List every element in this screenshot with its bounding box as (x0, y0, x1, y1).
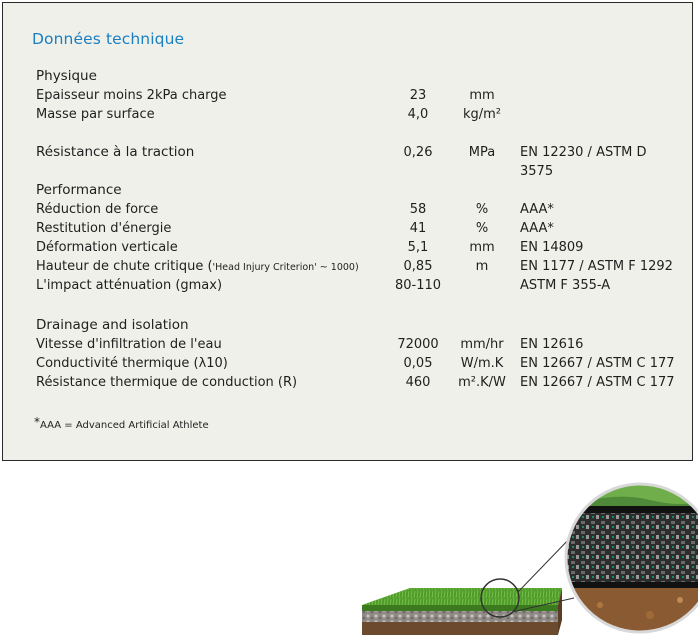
spec-row: Epaisseur moins 2kPa charge 23 mm (36, 88, 495, 103)
spec-row: L'impact atténuation (gmax) 80-110 ASTM F 355-A (36, 278, 611, 293)
panel-title: Données technique (32, 30, 185, 48)
spec-row: Conductivité thermique (λ10) 0,05 W/m.K EN 12667 / ASTM C 177 (36, 356, 675, 371)
spec-row: Restitution d'énergie 41 % AAA* (36, 221, 554, 236)
turf-block (362, 588, 562, 635)
spec-row: Vitesse d'infiltration de l'eau 72000 mm/hr EN 12616 (36, 337, 584, 352)
spec-row: Résistance thermique de conduction (R) 460 m².K/W EN 12667 / ASTM C 177 (36, 375, 675, 390)
technical-data-panel (2, 2, 693, 461)
spec-row-traction: Résistance à la traction 0,26 MPa EN 12230 / ASTM D (36, 144, 647, 160)
spec-row-traction-cont: 3575 (520, 164, 554, 179)
spec-row: Masse par surface 4,0 kg/m² (36, 107, 502, 122)
footnote: *AAA = Advanced Artificial Athlete (34, 415, 209, 431)
spec-row: Déformation verticale 5,1 mm EN 14809 (36, 240, 584, 255)
section-heading-drainage: Drainage and isolation (36, 317, 189, 333)
section-heading-performance: Performance (36, 182, 122, 198)
spec-row: Réduction de force 58 % AAA* (36, 202, 554, 217)
turf-layers-illustration (350, 470, 698, 635)
spec-row: Hauteur de chute critique ('Head Injury Criterion' ~ 1000) 0,85 m EN 1177 / ASTM F 1292 (36, 259, 673, 274)
section-heading-physique: Physique (36, 68, 97, 84)
